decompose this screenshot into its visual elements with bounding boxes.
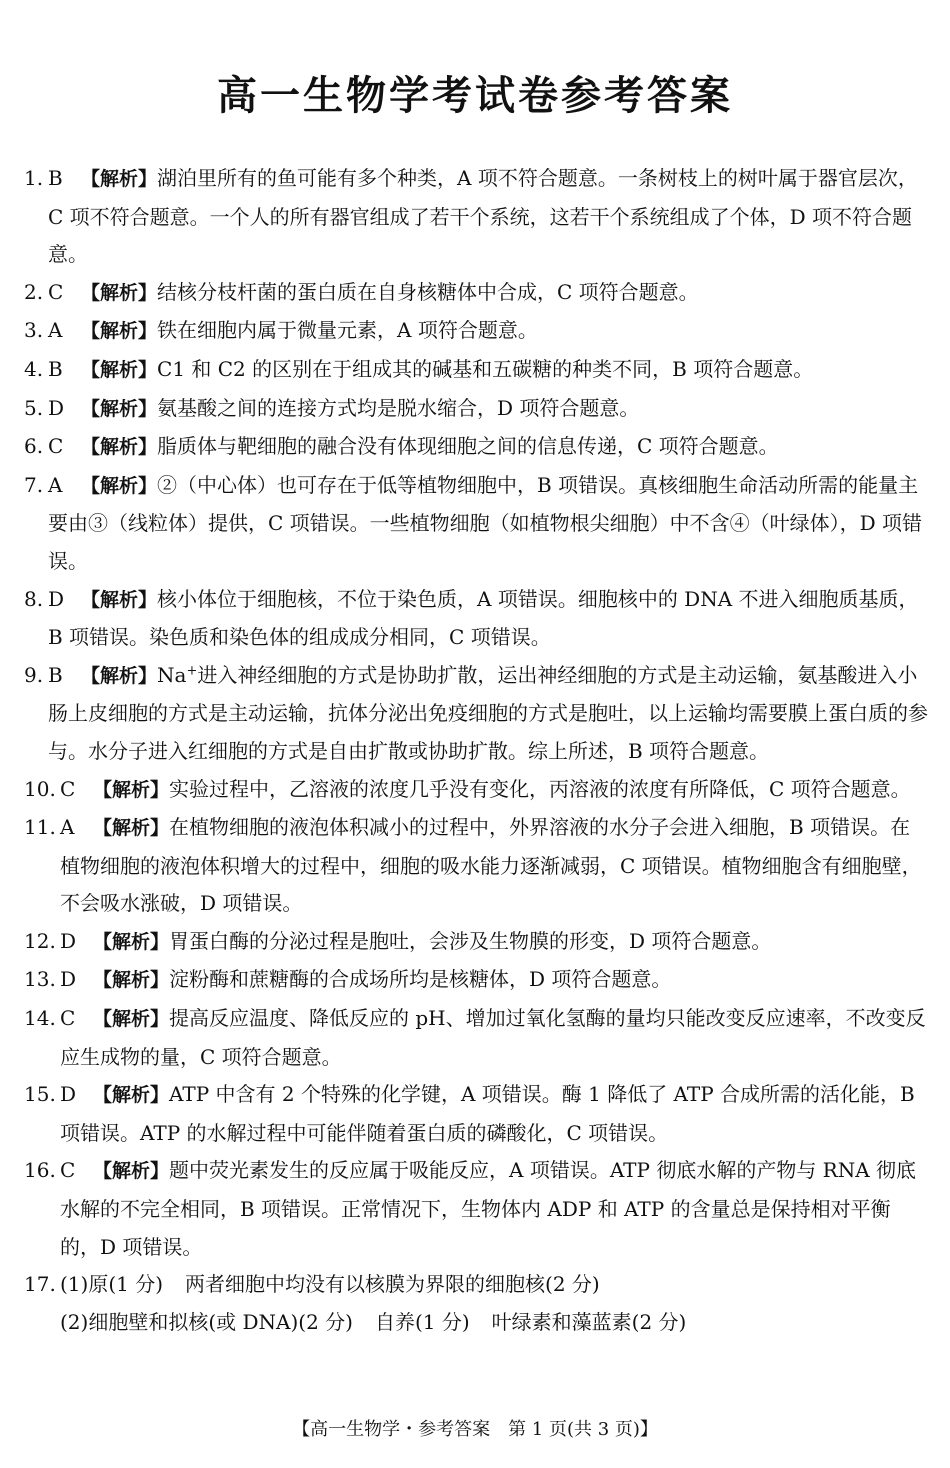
- answer-item: [24, 657, 929, 771]
- answer-choice: D: [60, 928, 77, 953]
- analysis-text: 脂质体与靶细胞的融合没有体现细胞之间的信息传递，C 项符合题意。: [157, 434, 779, 459]
- analysis-tag: 【解析】: [93, 1160, 170, 1183]
- analysis-text: C1 和 C2 的区别在于组成其的碱基和五碳糖的种类不同，B 项符合题意。: [157, 356, 814, 381]
- analysis-tag: 【解析】: [93, 930, 170, 953]
- answer-choice: B: [48, 356, 63, 381]
- question-number: 7.: [24, 472, 44, 497]
- question-number: 9.: [24, 662, 44, 687]
- question-number: 3.: [24, 318, 44, 343]
- analysis-text: 氨基酸之间的连接方式均是脱水缩合，D 项符合题意。: [157, 395, 640, 420]
- analysis-text: 实验过程中，乙溶液的浓度几乎没有变化，丙溶液的浓度有所降低，C 项符合题意。: [169, 776, 911, 801]
- answer-item: [24, 160, 929, 274]
- answer-choice: D: [60, 967, 77, 992]
- analysis-tag: 【解析】: [93, 969, 170, 992]
- analysis-tag: 【解析】: [93, 778, 170, 801]
- question-number: 12.: [24, 928, 56, 953]
- analysis-tag: 【解析】: [81, 281, 158, 304]
- question-number: 4.: [24, 356, 44, 381]
- analysis-tag: 【解析】: [93, 1008, 170, 1031]
- answer-item: [24, 809, 929, 923]
- analysis-text: 胃蛋白酶的分泌过程是胞吐，会涉及生物膜的形变，D 项符合题意。: [169, 928, 772, 953]
- q17-part2-answer-c: 叶绿素和藻蓝素(2 分): [491, 1309, 687, 1334]
- q17-part2-answer-a: (2)细胞壁和拟核(或 DNA)(2 分): [60, 1309, 353, 1334]
- question-number: 13.: [24, 967, 56, 992]
- answer-choice: C: [60, 1158, 76, 1183]
- answer-choice: D: [48, 586, 65, 611]
- answer-item: [24, 351, 929, 390]
- question-number: 6.: [24, 434, 44, 459]
- analysis-tag: 【解析】: [81, 436, 158, 459]
- analysis-tag: 【解析】: [81, 664, 158, 687]
- answer-item: [24, 771, 929, 810]
- analysis-text: 题中荧光素发生的反应属于吸能反应，A 项错误。ATP 彻底水解的产物与 RNA 彻底水解的不完全相同，B 项错误。正常情况下，生物体内 ADP 和 ATP 的含量总是保持相对平衡的，D 项错误。: [60, 1158, 917, 1259]
- analysis-tag: 【解析】: [81, 358, 158, 381]
- question-number: 11.: [24, 815, 56, 840]
- question-number: 10.: [24, 776, 56, 801]
- answer-choice: C: [48, 279, 64, 304]
- formula-text: Na: [157, 662, 187, 687]
- q17-part2-answer-b: 自养(1 分): [374, 1309, 470, 1334]
- answer-item: [24, 961, 929, 1000]
- analysis-text: ATP 中含有 2 个特殊的化学键，A 项错误。酶 1 降低了 ATP 合成所需的活化能，B 项错误。ATP 的水解过程中可能伴随着蛋白质的磷酸化，C 项错误。: [60, 1082, 915, 1145]
- page-footer: 【高一生物学・参考答案 第 1 页(共 3 页)】: [292, 1419, 658, 1440]
- analysis-tag: 【解析】: [81, 168, 158, 190]
- page-title: 高一生物学考试卷参考答案: [217, 73, 733, 119]
- answer-choice: A: [48, 318, 63, 343]
- analysis-tag: 【解析】: [93, 817, 170, 840]
- question-number: 8.: [24, 586, 44, 611]
- answer-item: [24, 1000, 929, 1076]
- question-number: 17.: [24, 1272, 56, 1297]
- answer-choice: A: [48, 472, 63, 497]
- answer-item: [24, 274, 929, 313]
- answer-item: [24, 428, 929, 467]
- analysis-text: 进入神经细胞的方式是协助扩散，运出神经细胞的方式是主动运输，氨基酸进入小肠上皮细胞的方式是主动运输，抗体分泌出免疫细胞的方式是胞吐，以上运输均需要膜上蛋白质的参与。水分子进入红细胞的方式是自由扩散或协助扩散。综上所述，B 项符合题意。: [48, 662, 928, 763]
- analysis-text: 铁在细胞内属于微量元素，A 项符合题意。: [157, 318, 538, 343]
- analysis-tag: 【解析】: [81, 474, 158, 497]
- answer-item: [24, 1076, 929, 1152]
- answer-choice: B: [48, 166, 63, 190]
- answer-item: [24, 923, 929, 962]
- answer-list: [24, 160, 929, 1341]
- q17-part1-reason: 两者细胞中均没有以核膜为界限的细胞核(2 分): [185, 1272, 600, 1297]
- analysis-text: 结核分枝杆菌的蛋白质在自身核糖体中合成，C 项符合题意。: [157, 279, 699, 304]
- question-number: 14.: [24, 1006, 56, 1031]
- answer-item-17: [24, 1266, 929, 1341]
- question-number: 5.: [24, 395, 44, 420]
- answer-item: [24, 467, 929, 581]
- analysis-tag: 【解析】: [81, 320, 158, 343]
- answer-item: [24, 390, 929, 429]
- q17-part1-answer: (1)原(1 分): [60, 1272, 164, 1297]
- analysis-tag: 【解析】: [81, 397, 158, 420]
- superscript: +: [186, 663, 198, 679]
- question-number: 16.: [24, 1158, 56, 1183]
- answer-item: [24, 1152, 929, 1266]
- analysis-text: 提高反应温度、降低反应的 pH、增加过氧化氢酶的量均只能改变反应速率，不改变反应生成物的量，C 项符合题意。: [60, 1006, 926, 1069]
- answer-choice: D: [60, 1082, 77, 1107]
- analysis-tag: 【解析】: [81, 588, 158, 611]
- answer-item: [24, 312, 929, 351]
- answer-choice: B: [48, 662, 63, 687]
- answer-choice: C: [60, 776, 76, 801]
- analysis-text: 在植物细胞的液泡体积减小的过程中，外界溶液的水分子会进入细胞，B 项错误。在植物细胞的液泡体积增大的过程中，细胞的吸水能力逐渐减弱，C 项错误。植物细胞含有细胞壁，不会吸水涨破，D 项错误。: [60, 815, 922, 916]
- answer-choice: C: [60, 1006, 76, 1031]
- answer-choice: A: [60, 815, 75, 840]
- answer-item: [24, 581, 929, 657]
- question-number: 15.: [24, 1082, 56, 1107]
- question-number: 1.: [24, 166, 44, 190]
- analysis-text: 湖泊里所有的鱼可能有多个种类，A 项不符合题意。一条树枝上的树叶属于器官层次，C 项不符合题意。一个人的所有器官组成了若干个系统，这若干个系统组成了个体，D 项不符合题意。: [48, 166, 918, 267]
- question-number: 2.: [24, 279, 44, 304]
- analysis-tag: 【解析】: [93, 1084, 170, 1107]
- analysis-text: 核小体位于细胞核，不位于染色质，A 项错误。细胞核中的 DNA 不进入细胞质基质，B 项错误。染色质和染色体的组成成分相同，C 项错误。: [48, 586, 919, 650]
- analysis-text: 淀粉酶和蔗糖酶的合成场所均是核糖体，D 项符合题意。: [169, 967, 672, 992]
- answer-choice: C: [48, 434, 64, 459]
- answer-choice: D: [48, 395, 65, 420]
- analysis-text: ②（中心体）也可存在于低等植物细胞中，B 项错误。真核细胞生命活动所需的能量主要由③（线粒体）提供，C 项错误。一些植物细胞（如植物根尖细胞）中不含④（叶绿体），D 项错误。: [48, 472, 923, 573]
